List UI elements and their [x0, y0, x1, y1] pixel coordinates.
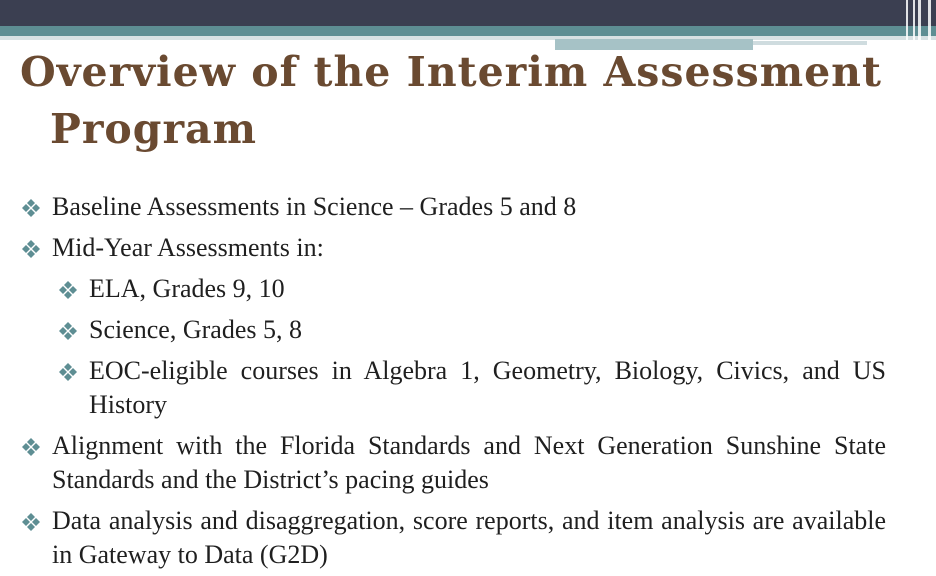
diamond-bullet-icon — [22, 512, 48, 532]
bullet-text: EOC-eligible courses in Algebra 1, Geometry, Biology, Civics, and US History — [89, 356, 886, 419]
bullet-item — [22, 429, 886, 497]
diamond-bullet-icon — [59, 362, 85, 382]
diamond-bullet-icon — [22, 437, 48, 457]
bullet-list — [22, 190, 886, 576]
bullet-text: ELA, Grades 9, 10 — [89, 274, 285, 303]
sub-bullet-item — [59, 354, 886, 422]
header-divider-line — [913, 0, 915, 50]
bullet-item — [22, 231, 886, 265]
header-bar-teal — [0, 26, 936, 36]
slide-title — [20, 44, 900, 158]
header-bar-dark — [0, 0, 936, 26]
header-bar-pale — [0, 36, 936, 40]
bullet-text: Alignment with the Florida Standards and Next Generation Sunshine State Standards and the District’s pacing guides — [52, 431, 886, 494]
sub-bullet-item — [59, 313, 886, 347]
diamond-bullet-icon — [22, 239, 48, 259]
bullet-text: Data analysis and disaggregation, score reports, and item analysis are available in Gateway to Data (G2D) — [52, 506, 886, 569]
header-divider-line — [918, 0, 921, 50]
bullet-item — [22, 504, 886, 572]
slide-title-line-1: Overview of the Interim Assessment — [20, 48, 882, 96]
sub-bullet-item — [59, 272, 886, 306]
bullet-text: Baseline Assessments in Science – Grades 5 and 8 — [52, 192, 577, 221]
slide-title-line-2: Program — [50, 105, 257, 153]
diamond-bullet-icon — [59, 280, 85, 300]
bullet-text: Mid-Year Assessments in: — [52, 233, 324, 262]
header-divider-line — [906, 0, 908, 50]
header-divider-line — [928, 0, 931, 50]
bullet-text: Science, Grades 5, 8 — [89, 315, 302, 344]
diamond-bullet-icon — [59, 321, 85, 341]
diamond-bullet-icon — [22, 198, 48, 218]
bullet-item — [22, 190, 886, 224]
